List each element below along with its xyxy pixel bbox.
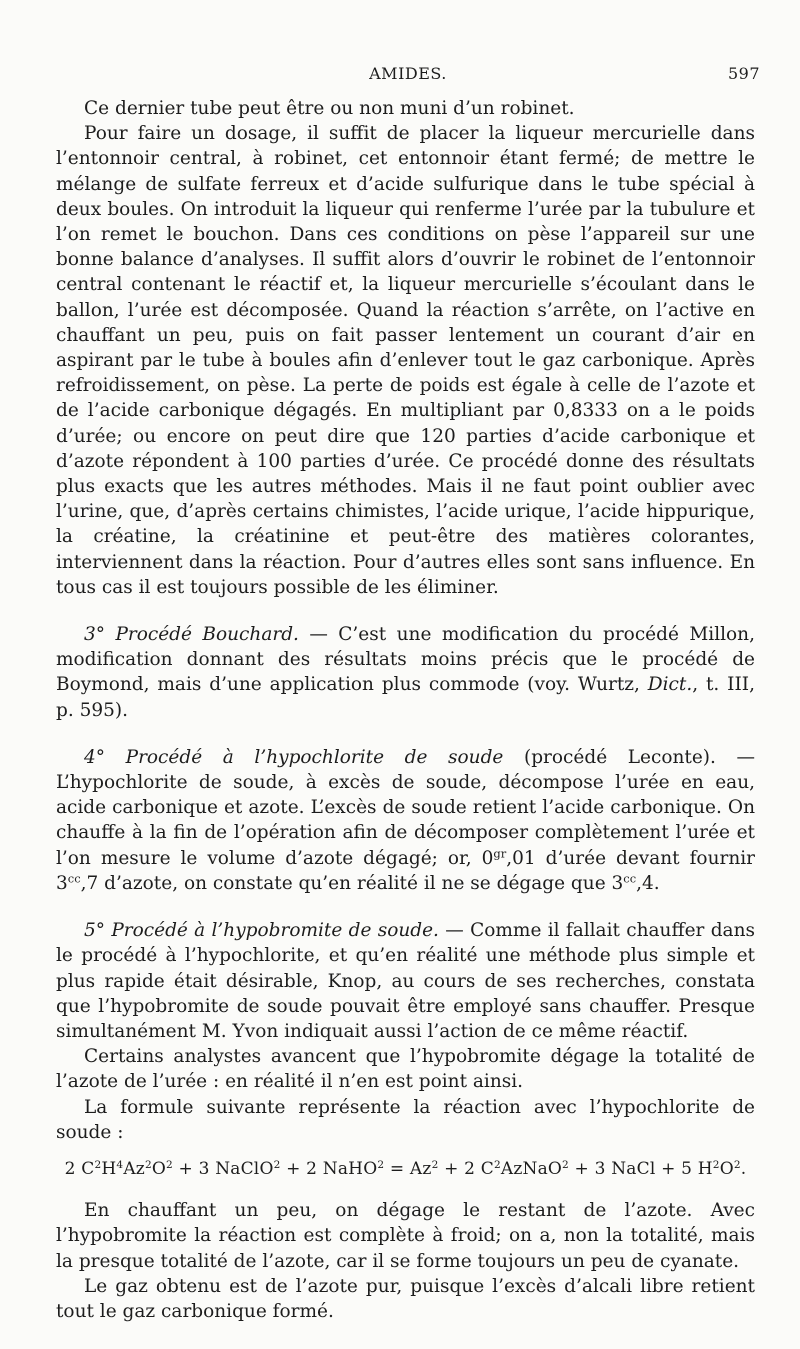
chapter-title: AMIDES. xyxy=(369,64,447,83)
paragraph-hypobromite: 5° Procédé à l’hypobromite de soude. — Comme il fallait chauffer dans le procédé à l’hypochlorite, et qu’en réalité une méthode plus simple et plus rapide était désirable, Knop, au cours de ses recherches, constata que l’hypobromite de soude pouvait être employé sans chauffer. Presque simultanément M. Yvon indiquait aussi l’action de ce même réactif. xyxy=(56,920,755,1042)
paragraph-bouchard: 3° Procédé Bouchard. — C’est une modification du procédé Millon, modification donnant des résultats moins précis que le procédé de Boymond, mais d’une application plus commode (voy. Wurtz, Dict., t. III, p. 595). xyxy=(56,624,755,721)
paragraph: Certains analystes avancent que l’hypobromite dégage la totalité de l’azote de l’urée : en réalité il n’en est point ainsi. xyxy=(56,1046,755,1093)
paragraph: En chauffant un peu, on dégage le restant de l’azote. Avec l’hypobromite la réaction est complète à froid; on a, non la totalité, mais la presque totalité de l’azote, car il se forme toujours un peu de cyanate. xyxy=(56,1200,755,1272)
page-body xyxy=(56,96,755,1324)
page-number: 597 xyxy=(727,64,760,83)
paragraph: Ce dernier tube peut être ou non muni d’un robinet. xyxy=(84,98,575,119)
section-heading: 5° Procédé à l’hypobromite de soude. xyxy=(84,920,439,942)
paragraph: La formule suivante représente la réaction avec l’hypochlorite de soude : xyxy=(56,1096,755,1143)
running-header xyxy=(56,64,760,92)
reference: Dict. xyxy=(647,674,693,696)
paragraph-hypochlorite: 4° Procédé à l’hypochlorite de soude (procédé Leconte). — L’hypochlorite de soude, à excès de soude, décompose l’urée en eau, acide carbonique et azote. L’excès de soude retient l’acide carbonique. On chauffe à la fin de l’opération afin de décomposer complètement l’urée et l’on mesure le volume d’azote dégagé; or, $0^{gr},01$ d’urée devant fournir $3^{cc},7$ d’azote, on constate qu’en réalité il ne se dégage que $3^{cc},4$. xyxy=(56,746,755,894)
section-heading: 3° Procédé Bouchard. xyxy=(84,624,299,646)
chemical-equation: 2 $C^2H^4Az^2O^2 + 3$ NaClO$^2$ + 2 NaHO$^2$ = $Az^2 + 2$ $C^2AzNaO^2 + 3$ NaCl + 5 $H^2O^2$. xyxy=(64,1158,747,1179)
paragraph: Le gaz obtenu est de l’azote pur, puisque l’excès d’alcali libre retient tout le gaz carbonique formé. xyxy=(56,1275,755,1322)
section-heading: 4° Procédé à l’hypochlorite de soude xyxy=(84,746,504,768)
paragraph: Pour faire un dosage, il suffit de placer la liqueur mercurielle dans l’entonnoir central, à robinet, cet entonnoir étant fermé; de mettre le mélange de sulfate ferreux et d’acide sulfurique dans le tube spécial à deux boules. On introduit la liqueur qui renferme l’urée par la tubulure et l’on remet le bouchon. Dans ces conditions on pèse l’appareil sur une bonne balance d’analyses. Il suffit alors d’ouvrir le robinet de l’entonnoir central contenant le réactif et, la liqueur mercurielle s’écoulant dans le ballon, l’urée est décomposée. Quand la réaction s’arrête, on l’active en chauffant un peu, puis on fait passer lentement un courant d’air en aspirant par le tube à boules afin d’enlever tout le gaz carbonique. Après refroidissement, on pèse. La perte de poids est égale à celle de l’azote et de l’acide carbonique dégagés. En multipliant par 0,8333 on a le poids d’urée; ou encore on peut dire que 120 parties d’acide carbonique et d’azote répondent à 100 parties d’urée. Ce procédé donne des résultats plus exacts que les autres méthodes. Mais il ne faut point oublier avec l’urine, que, d’après certains chimistes, l’acide urique, l’acide hippurique, la créatine, la créatinine et peut-être des matières colorantes, interviennent dans la réaction. Pour d’autres elles sont sans influence. En tous cas il est toujours possible de les éliminer. xyxy=(56,123,755,598)
